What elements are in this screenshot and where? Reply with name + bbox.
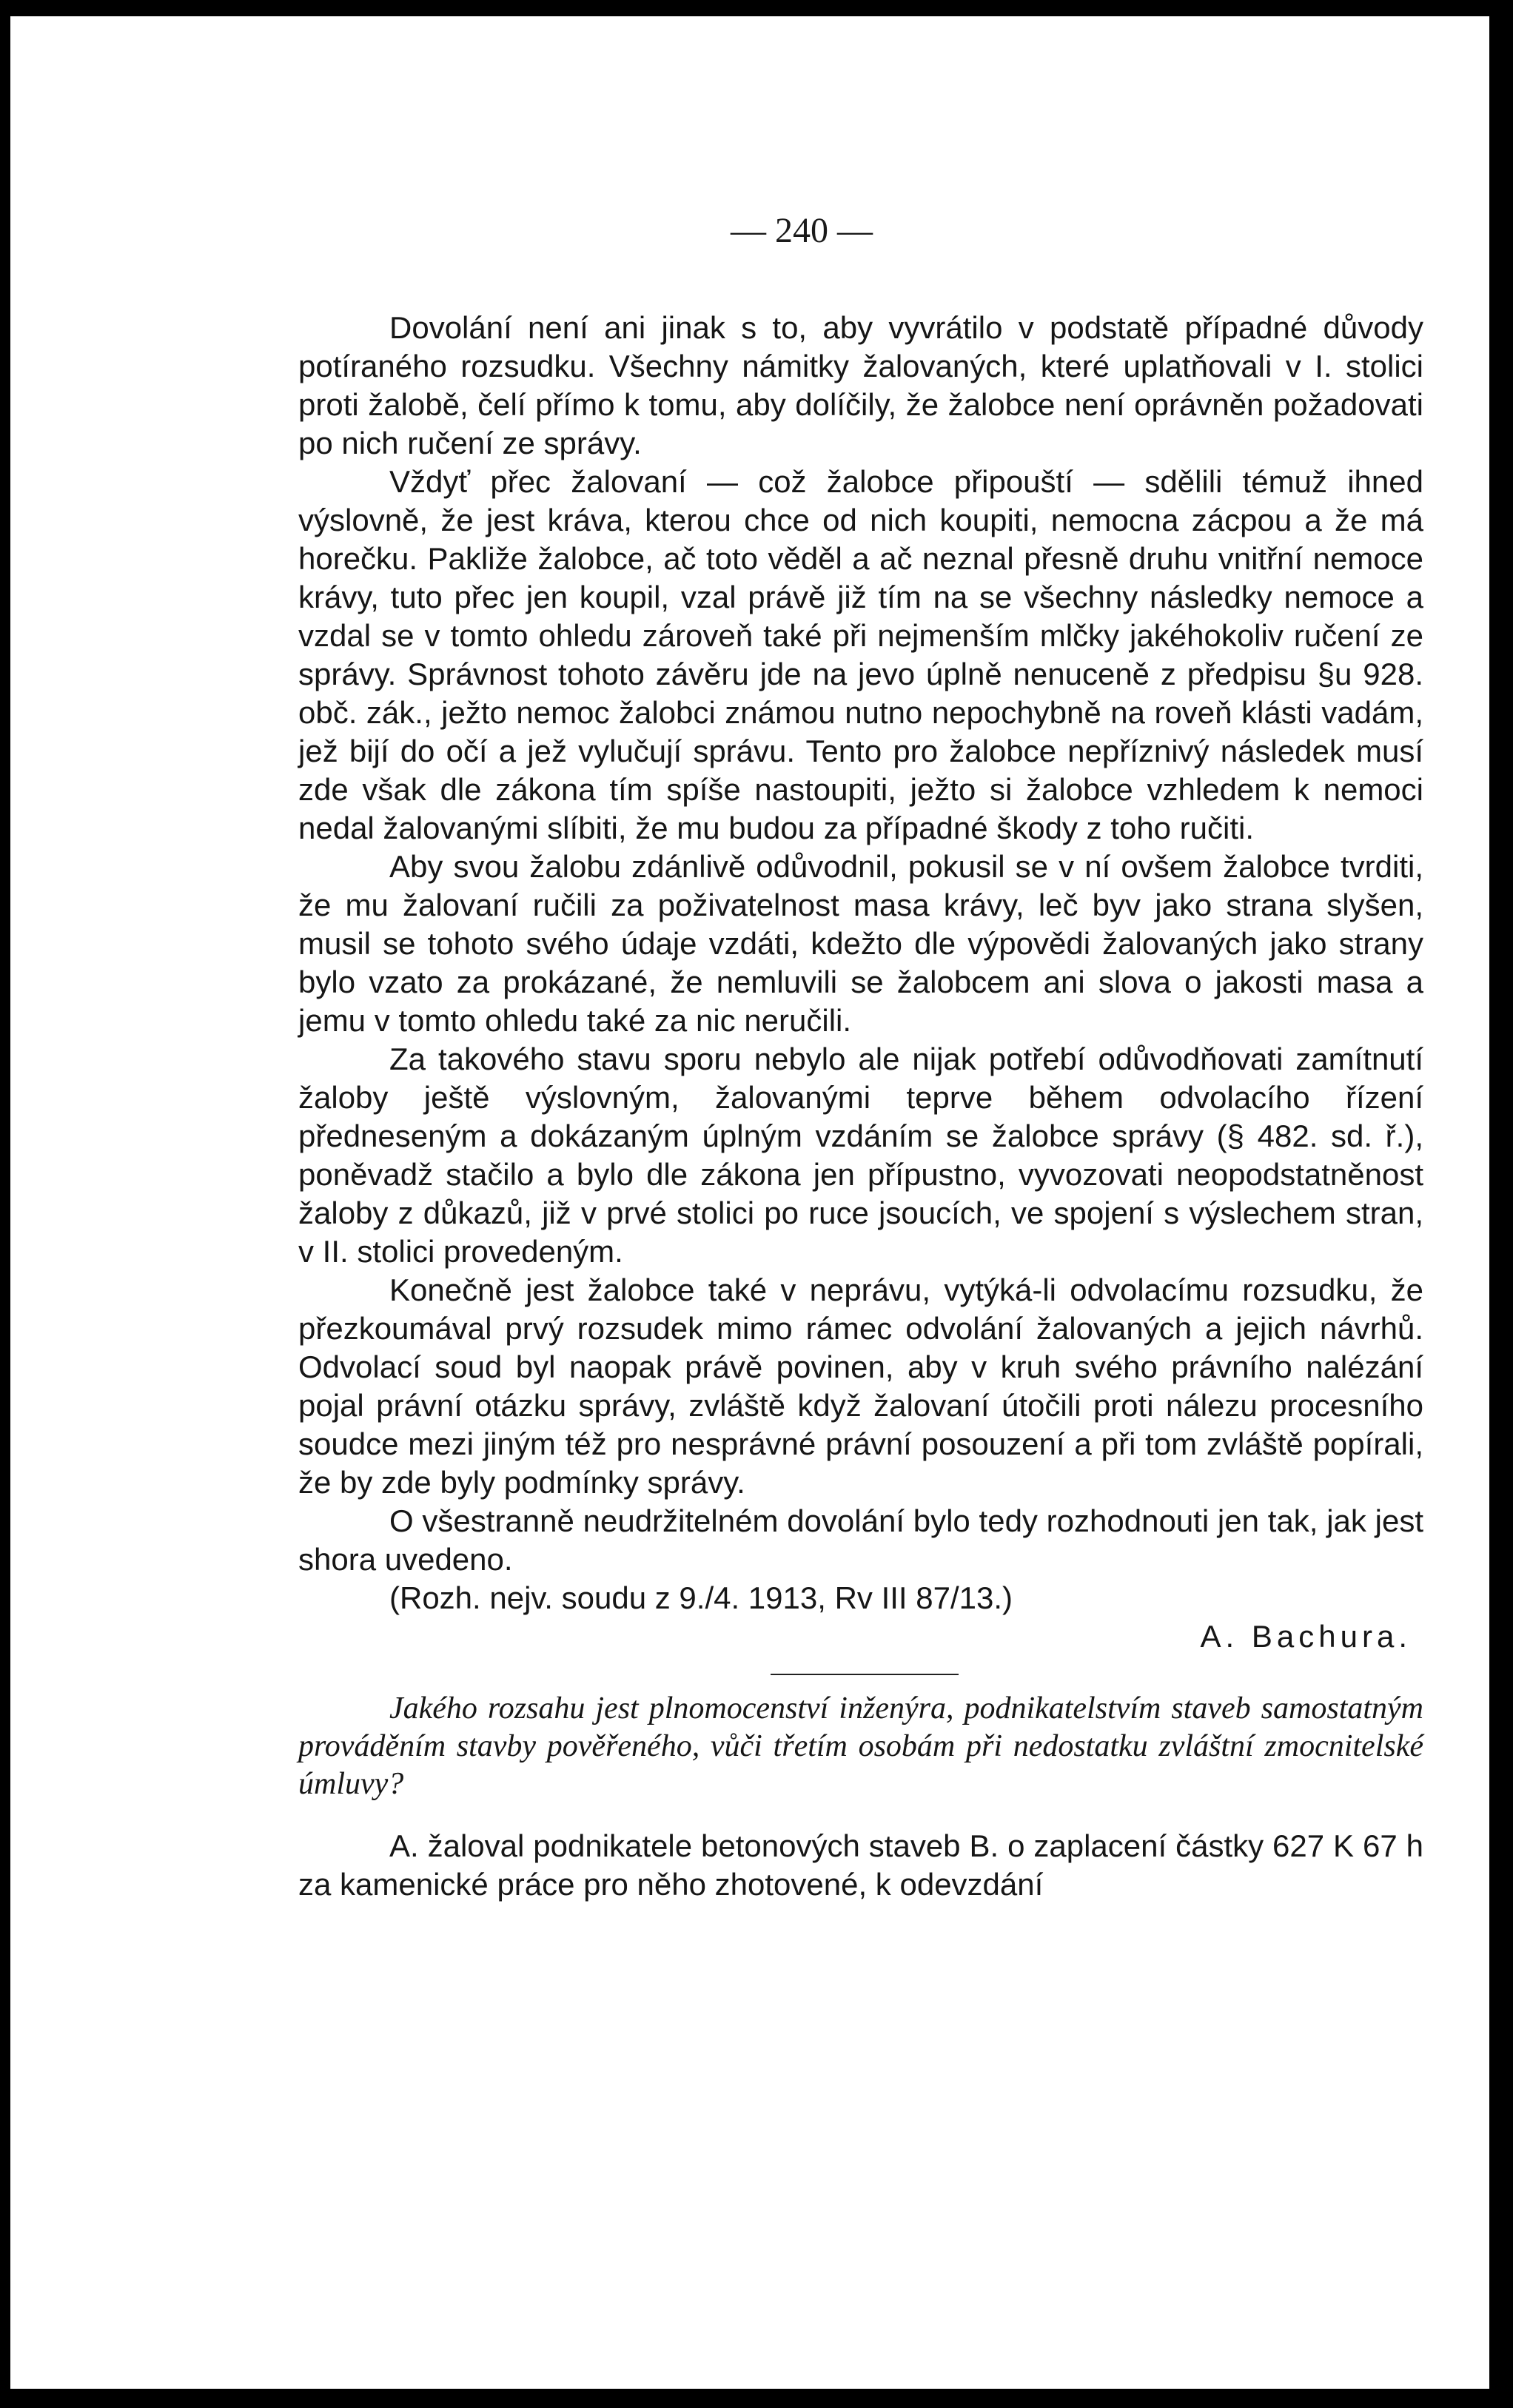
section-divider — [771, 1674, 959, 1675]
case-opening-paragraph: A. žaloval podnikatele betonových staveb B. o zaplacení částky 627 K 67 h za kamenické práce pro něho zhotovené, k odevzdání — [298, 1828, 1423, 1902]
page-number: — 240 — — [731, 211, 873, 250]
author-signature: A. Bachura. — [1200, 1619, 1412, 1654]
paragraph-conclusion: O všestranně neudržitelném dovolání bylo tedy rozhodnouti jen tak, jak jest shora uvedeno. — [298, 1503, 1423, 1577]
court-citation: (Rozh. nejv. soudu z 9./4. 1913, Rv III 87/13.) — [389, 1580, 1013, 1615]
paragraph-disclosed-disease: Vždyť přec žalovaní — což žalobce připouští — sdělili témuž ihned výslovně, že jest kráva, kterou chce od nich koupiti, nemocna zácpou a že má horečku. Pakliže žalobce, ač toto věděl a ač neznal přesně druhu vnitřní nemoce krávy, tuto přec jen koupil, vzal právě již tím na se všechny následky nemoce a vzdal se v tomto ohledu zároveň také při nejmenším mlčky jakéhokoliv ručení ze správy. Správnost tohoto závěru jde na jevo úplně nenuceně z předpisu §u 928. obč. zák., ježto nemoc žalobci známou nutno nepochybně na roveň klásti vadám, jež bijí do očí a jež vylučují správu. Tento pro žalobce nepříznivý následek musí zde však dle zákona tím spíše nastoupiti, ježto si žalobce vzhledem k nemoci nedal žalovanými slíbiti, že mu budou za případné škody z toho ručiti. — [298, 464, 1423, 845]
paragraph-appeal-refutation: Dovolání není ani jinak s to, aby vyvrátilo v podstatě případné důvody potíraného rozsudku. Všechny námitky žalovaných, které uplatňovali v I. stolici proti žalobě, čelí přímo k tomu, aby dolíčily, že žalobce není oprávněn požadovati po nich ručení ze správy. — [298, 310, 1423, 460]
case-question-heading: Jakého rozsahu jest plnomocenství inženýra, podnikatelstvím staveb samostatným prováděním stavby pověřeného, vůči třetím osobám při nedostatku zvláštní zmocnitelské úmluvy? — [298, 1691, 1423, 1801]
book-page — [10, 16, 1489, 2389]
paragraph-appellate-review: Konečně jest žalobce také v neprávu, vytýká-li odvolacímu rozsudku, že přezkoumával prvý rozsudek mimo rámec odvolání žalovaných a jejich návrhů. Odvolací soud byl naopak právě povinen, aby v kruh svého právního nalézání pojal právní otázku správy, zvláště když žalovaní útočili proti nálezu procesního soudce mezi jiným též pro nesprávné právní posouzení a při tom zvláště popírali, že by zde byly podmínky správy. — [298, 1272, 1423, 1500]
paragraph-state-of-dispute: Za takového stavu sporu nebylo ale nijak potřebí odůvodňovati zamítnutí žaloby ještě výslovným, žalovanými teprve během odvolacího řízení předneseným a dokázaným úplným vzdáním se žalobce správy (§ 482. sd. ř.), poněvadž stačilo a bylo dle zákona jen přípustno, vyvozovati neopodstatněnost žaloby z důkazů, již v prvé stolici po ruce jsoucích, ve spojení s výslechem stran, v II. stolici provedeným. — [298, 1042, 1423, 1269]
page-body — [298, 309, 1423, 1904]
paragraph-meat-edibility-claim: Aby svou žalobu zdánlivě odůvodnil, pokusil se v ní ovšem žalobce tvrditi, že mu žalovaní ručili za poživatelnost masa krávy, leč byv jako strana slyšen, musil se tohoto svého údaje vzdáti, kdežto dle výpovědi žalovaných jako strany bylo vzato za prokázané, že nemluvili se žalobcem ani slova o jakosti masa a jemu v tomto ohledu také za nic neručili. — [298, 849, 1423, 1038]
